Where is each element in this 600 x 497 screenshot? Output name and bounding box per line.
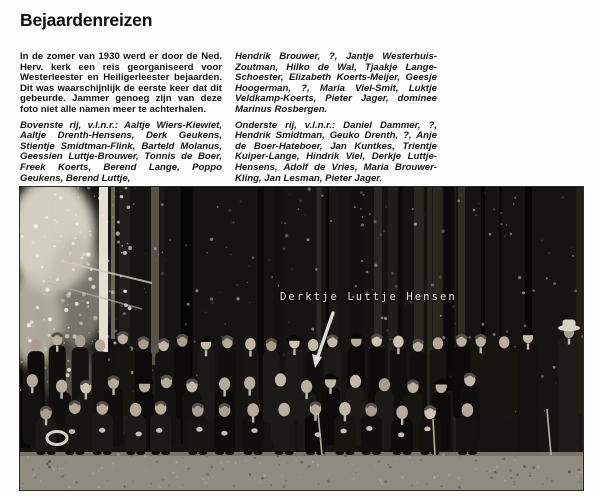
intro-paragraph: In de zomer van 1930 werd er door de Ned. Herv. kerk een reis georganiseerd voor Westerleester en Heiligerleester bejaarden. Dit was waarschijnlijk de eerste keer dat dit gebeurde. Jammer genoeg zijn van deze foto niet alle namen meer te achterhalen.	[20, 51, 222, 115]
photo-overlay-caption: Derktje Luttje Hensen	[280, 291, 457, 303]
group-photo-image	[20, 187, 583, 490]
group-photo	[20, 187, 583, 490]
page-title: Bejaardenreizen	[20, 10, 153, 30]
top-row-names-right: Hendrik Brouwer, ?, Jantje Westerhuis-Zoutman, Hilko de Wal, Tjaakje Lange-Schoester, Elizabeth Koerts-Meijer, Geesje Hoogerman, ?, Maria Viel-Smit, Luktje Veldkamp-Koerts, Pieter Jager, dominee Marinus Rosbergen.	[235, 51, 437, 115]
top-row-names-left: Bovenste rij, v.l.n.r.: Aaltje Wiers-Kiewiet, Aaltje Drenth-Hensens, Derk Geukens, Stientje Smidtman-Flink, Barteld Molanus, Geessien Luttje-Brouwer, Tonnis de Boer, Freek Koerts, Berend Lange, Poppo Geukens, Berend Luttje,	[20, 119, 222, 184]
bottom-row-names: Onderste rij, v.l.n.r.: Daniel Dammer, ?, Hendrik Smidtman, Geuko Drenth, ?, Anje de Boer-Hateboer, Jan Kuntkes, Trientje Kuiper-Lange, Hindrik Viel, Derkje Luttje-Hensens, Adolf de Vries, Maria Brouwer-Kling, Jan Lesman, Pieter Jager.	[235, 119, 437, 184]
right-column	[235, 52, 437, 189]
left-column	[20, 52, 222, 189]
text-columns	[20, 52, 437, 189]
